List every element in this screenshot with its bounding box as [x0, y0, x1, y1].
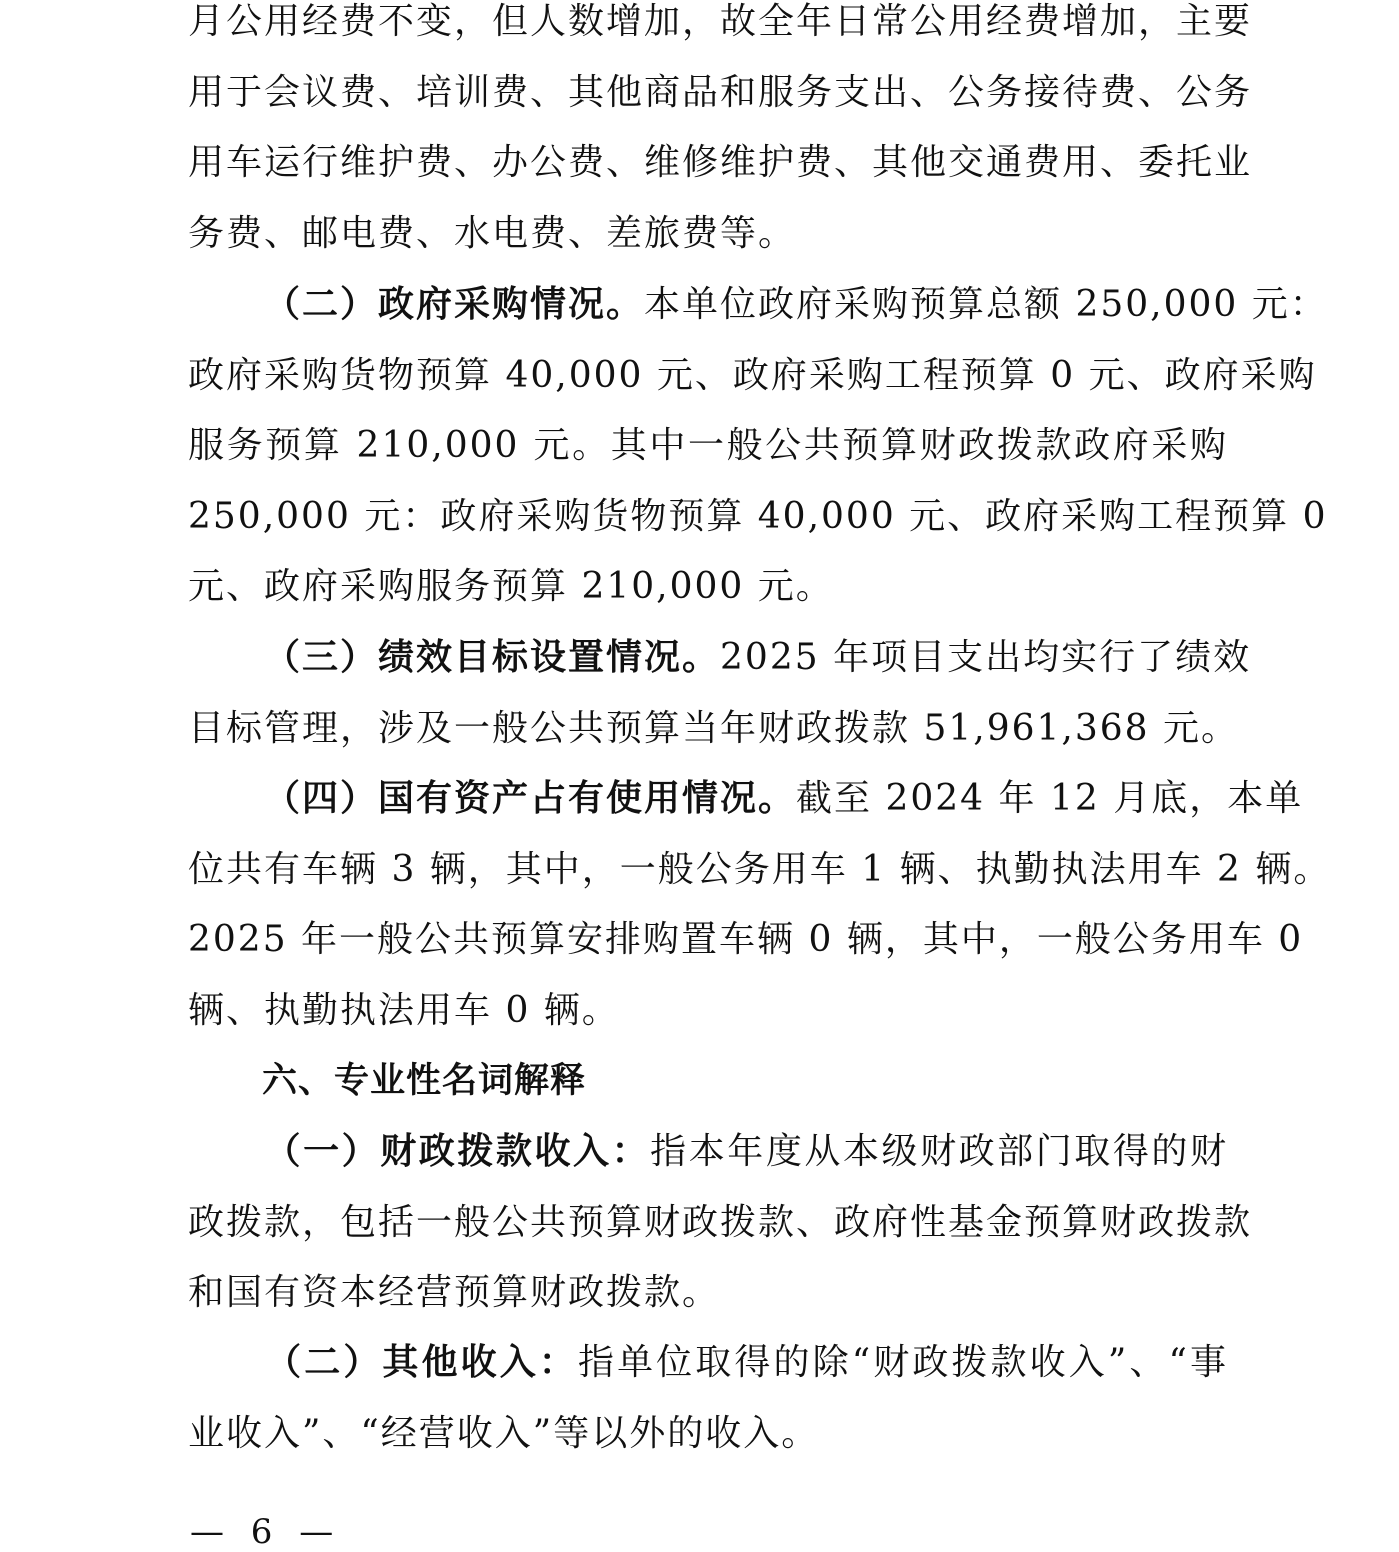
paragraph-lead: （二）政府采购情况。	[264, 283, 645, 325]
text-line: 用于会议费、培训费、其他商品和服务支出、公务接待费、公务	[188, 71, 1253, 113]
text-line	[188, 763, 1304, 835]
paragraph-fiscal-appropriation-income	[188, 1116, 1253, 1329]
text-line	[188, 269, 1328, 341]
page-number: — 6 —	[190, 1512, 342, 1552]
paragraph-lead: （一）财政拨款收入：	[264, 1130, 651, 1172]
paragraph-state-assets	[188, 763, 1332, 1046]
paragraph-lead: （三）绩效目标设置情况。	[264, 636, 721, 678]
text-line: 辆、执勤执法用车 0 辆。	[188, 989, 620, 1031]
text-line: 月公用经费不变，但人数增加，故全年日常公用经费增加，主要	[188, 1, 1253, 42]
paragraph-other-income	[188, 1327, 1228, 1469]
paragraph-lead: （二）其他收入：	[264, 1341, 578, 1383]
text-span: 指本年度从本级财政部门取得的财	[650, 1131, 1228, 1172]
text-line: 用车运行维护费、办公费、维修维护费、其他交通费用、委托业	[188, 142, 1253, 183]
paragraph-government-procurement	[188, 269, 1328, 623]
text-span: 2025 年项目支出均实行了绩效	[720, 637, 1252, 678]
text-line: 2025 年一般公共预算安排购置车辆 0 辆，其中，一般公务用车 0	[188, 919, 1304, 960]
text-line: 元、政府采购服务预算 210,000 元。	[188, 566, 834, 607]
text-line: 位共有车辆 3 辆，其中，一般公务用车 1 辆、执勤执法用车 2 辆。	[188, 848, 1332, 890]
text-line: 服务预算 210,000 元。其中一般公共预算财政拨款政府采购	[188, 425, 1228, 466]
text-line	[188, 1327, 1228, 1399]
paragraph-lead: （四）国有资产占有使用情况。	[264, 777, 797, 819]
text-line: 目标管理，涉及一般公共预算当年财政拨款 51,961,368 元。	[188, 707, 1240, 749]
text-span: 截至 2024 年 12 月底，本单	[796, 778, 1304, 819]
paragraph-performance-targets	[188, 622, 1252, 764]
text-line: 务费、邮电费、水电费、差旅费等。	[188, 212, 797, 254]
text-line: 250,000 元：政府采购货物预算 40,000 元、政府采购工程预算 0	[188, 495, 1328, 537]
section-heading: 六、专业性名词解释	[262, 1061, 587, 1101]
text-line: 政府采购货物预算 40,000 元、政府采购工程预算 0 元、政府采购	[188, 354, 1317, 396]
text-line: 和国有资本经营预算财政拨款。	[188, 1272, 721, 1313]
text-span: 本单位政府采购预算总额 250,000 元：	[644, 284, 1328, 325]
text-line: 业收入”、“经营收入”等以外的收入。	[188, 1412, 820, 1454]
text-line	[188, 1116, 1228, 1188]
paragraph-public-expenses	[188, 0, 1253, 269]
text-line: 政拨款，包括一般公共预算财政拨款、政府性基金预算财政拨款	[188, 1201, 1253, 1243]
text-line	[188, 622, 1252, 694]
text-span: 指单位取得的除“财政拨款收入”、“事	[577, 1342, 1228, 1383]
